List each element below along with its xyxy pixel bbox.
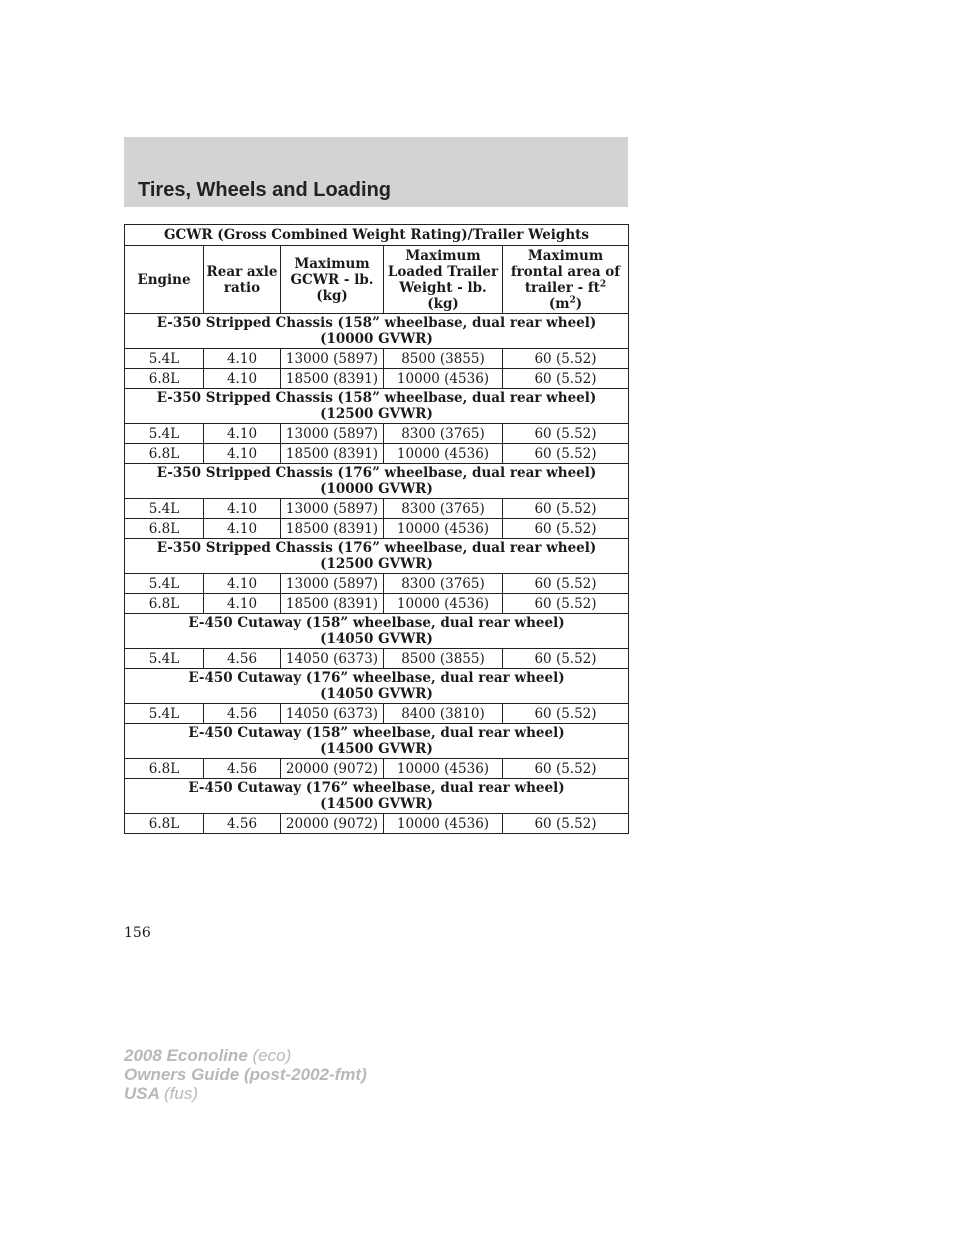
- gcwr-cell: 13000 (5897): [281, 574, 384, 594]
- page-number: 156: [124, 925, 151, 941]
- table-row: [125, 424, 629, 444]
- frontal-area-cell: 60 (5.52): [503, 704, 629, 724]
- frontal-area-cell: 60 (5.52): [503, 519, 629, 539]
- axle-ratio-cell: 4.10: [204, 444, 281, 464]
- trailer-weight-cell: 8300 (3765): [384, 424, 503, 444]
- section-model-label: E-450 Cutaway (158” wheelbase, dual rear wheel): [188, 725, 565, 741]
- trailer-weight-cell: 8300 (3765): [384, 499, 503, 519]
- trailer-weight-cell: 8300 (3765): [384, 574, 503, 594]
- trailer-weight-cell: 10000 (4536): [384, 814, 503, 834]
- trailer-weight-cell: 8500 (3855): [384, 349, 503, 369]
- frontal-area-cell: 60 (5.52): [503, 349, 629, 369]
- engine-cell: 5.4L: [125, 424, 204, 444]
- engine-cell: 5.4L: [125, 499, 204, 519]
- engine-cell: 5.4L: [125, 349, 204, 369]
- table-row: [125, 499, 629, 519]
- section-title: Tires, Wheels and Loading: [138, 179, 392, 201]
- engine-cell: 6.8L: [125, 814, 204, 834]
- section-model-label: E-350 Stripped Chassis (158” wheelbase, dual rear wheel): [156, 315, 597, 331]
- gcwr-table: [124, 224, 629, 834]
- table-row: [125, 444, 629, 464]
- gcwr-cell: 18500 (8391): [281, 519, 384, 539]
- frontal-area-cell: 60 (5.52): [503, 499, 629, 519]
- table-title: GCWR (Gross Combined Weight Rating)/Trailer Weights: [125, 225, 629, 246]
- gcwr-cell: 13000 (5897): [281, 499, 384, 519]
- table-row: [125, 349, 629, 369]
- gcwr-cell: 18500 (8391): [281, 369, 384, 389]
- section-gvwr-label: (10000 GVWR): [320, 331, 433, 347]
- trailer-weight-cell: 8500 (3855): [384, 649, 503, 669]
- section-header-row: [125, 389, 629, 424]
- frontal-area-cell: 60 (5.52): [503, 594, 629, 614]
- axle-ratio-cell: 4.56: [204, 759, 281, 779]
- axle-ratio-cell: 4.56: [204, 814, 281, 834]
- section-header-row: [125, 314, 629, 349]
- axle-ratio-cell: 4.10: [204, 519, 281, 539]
- gcwr-cell: 13000 (5897): [281, 424, 384, 444]
- section-header-row: [125, 614, 629, 649]
- section-gvwr-label: (10000 GVWR): [320, 481, 433, 497]
- axle-ratio-cell: 4.10: [204, 499, 281, 519]
- col-header-max-trailer-weight: Maximum Loaded Trailer Weight - lb. (kg): [384, 246, 503, 314]
- engine-cell: 6.8L: [125, 759, 204, 779]
- trailer-weight-cell: 10000 (4536): [384, 444, 503, 464]
- table-row: [125, 369, 629, 389]
- gcwr-cell: 14050 (6373): [281, 704, 384, 724]
- frontal-area-cell: 60 (5.52): [503, 424, 629, 444]
- table-row: [125, 649, 629, 669]
- frontal-area-cell: 60 (5.52): [503, 814, 629, 834]
- col-header-frontal-area: Maximum frontal area of trailer - $ft^2$ $(m^2)$: [503, 246, 629, 314]
- axle-ratio-cell: 4.10: [204, 574, 281, 594]
- section-header-band: [124, 137, 628, 207]
- section-model-label: E-450 Cutaway (158” wheelbase, dual rear wheel): [188, 615, 565, 631]
- axle-ratio-cell: 4.10: [204, 349, 281, 369]
- gcwr-cell: 18500 (8391): [281, 444, 384, 464]
- engine-cell: 5.4L: [125, 649, 204, 669]
- col-header-max-gcwr: Maximum GCWR - lb. (kg): [281, 246, 384, 314]
- engine-cell: 6.8L: [125, 444, 204, 464]
- table-row: [125, 519, 629, 539]
- document-footer: 2008 Econoline (eco) Owners Guide (post-2002-fmt) USA (fus): [124, 1046, 367, 1103]
- table-row: [125, 759, 629, 779]
- gcwr-cell: 20000 (9072): [281, 814, 384, 834]
- table-row: [125, 594, 629, 614]
- table-row: [125, 814, 629, 834]
- section-gvwr-label: (14050 GVWR): [320, 631, 433, 647]
- trailer-weight-cell: 8400 (3810): [384, 704, 503, 724]
- section-header-row: [125, 669, 629, 704]
- frontal-area-cell: 60 (5.52): [503, 759, 629, 779]
- table-row: [125, 574, 629, 594]
- trailer-weight-cell: 10000 (4536): [384, 594, 503, 614]
- gcwr-cell: 14050 (6373): [281, 649, 384, 669]
- section-gvwr-label: (14500 GVWR): [320, 796, 433, 812]
- section-header-row: [125, 724, 629, 759]
- section-model-label: E-450 Cutaway (176” wheelbase, dual rear wheel): [188, 670, 565, 686]
- section-model-label: E-350 Stripped Chassis (176” wheelbase, dual rear wheel): [156, 465, 597, 481]
- frontal-area-cell: 60 (5.52): [503, 369, 629, 389]
- col-header-engine: Engine: [125, 246, 204, 314]
- section-header-row: [125, 539, 629, 574]
- axle-ratio-cell: 4.10: [204, 594, 281, 614]
- section-model-label: E-350 Stripped Chassis (176” wheelbase, dual rear wheel): [156, 540, 597, 556]
- axle-ratio-cell: 4.56: [204, 649, 281, 669]
- axle-ratio-cell: 4.56: [204, 704, 281, 724]
- section-gvwr-label: (12500 GVWR): [320, 406, 433, 422]
- gcwr-cell: 20000 (9072): [281, 759, 384, 779]
- section-gvwr-label: (14050 GVWR): [320, 686, 433, 702]
- frontal-area-cell: 60 (5.52): [503, 649, 629, 669]
- col-header-axle-ratio: Rear axle ratio: [204, 246, 281, 314]
- engine-cell: 5.4L: [125, 704, 204, 724]
- engine-cell: 5.4L: [125, 574, 204, 594]
- engine-cell: 6.8L: [125, 519, 204, 539]
- trailer-weight-cell: 10000 (4536): [384, 759, 503, 779]
- section-model-label: E-450 Cutaway (176” wheelbase, dual rear wheel): [188, 780, 565, 796]
- frontal-area-cell: 60 (5.52): [503, 574, 629, 594]
- section-model-label: E-350 Stripped Chassis (158” wheelbase, dual rear wheel): [156, 390, 597, 406]
- section-header-row: [125, 464, 629, 499]
- engine-cell: 6.8L: [125, 594, 204, 614]
- trailer-weight-cell: 10000 (4536): [384, 369, 503, 389]
- engine-cell: 6.8L: [125, 369, 204, 389]
- section-gvwr-label: (12500 GVWR): [320, 556, 433, 572]
- section-header-row: [125, 779, 629, 814]
- table-row: [125, 704, 629, 724]
- gcwr-cell: 18500 (8391): [281, 594, 384, 614]
- frontal-area-cell: 60 (5.52): [503, 444, 629, 464]
- axle-ratio-cell: 4.10: [204, 424, 281, 444]
- gcwr-cell: 13000 (5897): [281, 349, 384, 369]
- trailer-weight-cell: 10000 (4536): [384, 519, 503, 539]
- axle-ratio-cell: 4.10: [204, 369, 281, 389]
- section-gvwr-label: (14500 GVWR): [320, 741, 433, 757]
